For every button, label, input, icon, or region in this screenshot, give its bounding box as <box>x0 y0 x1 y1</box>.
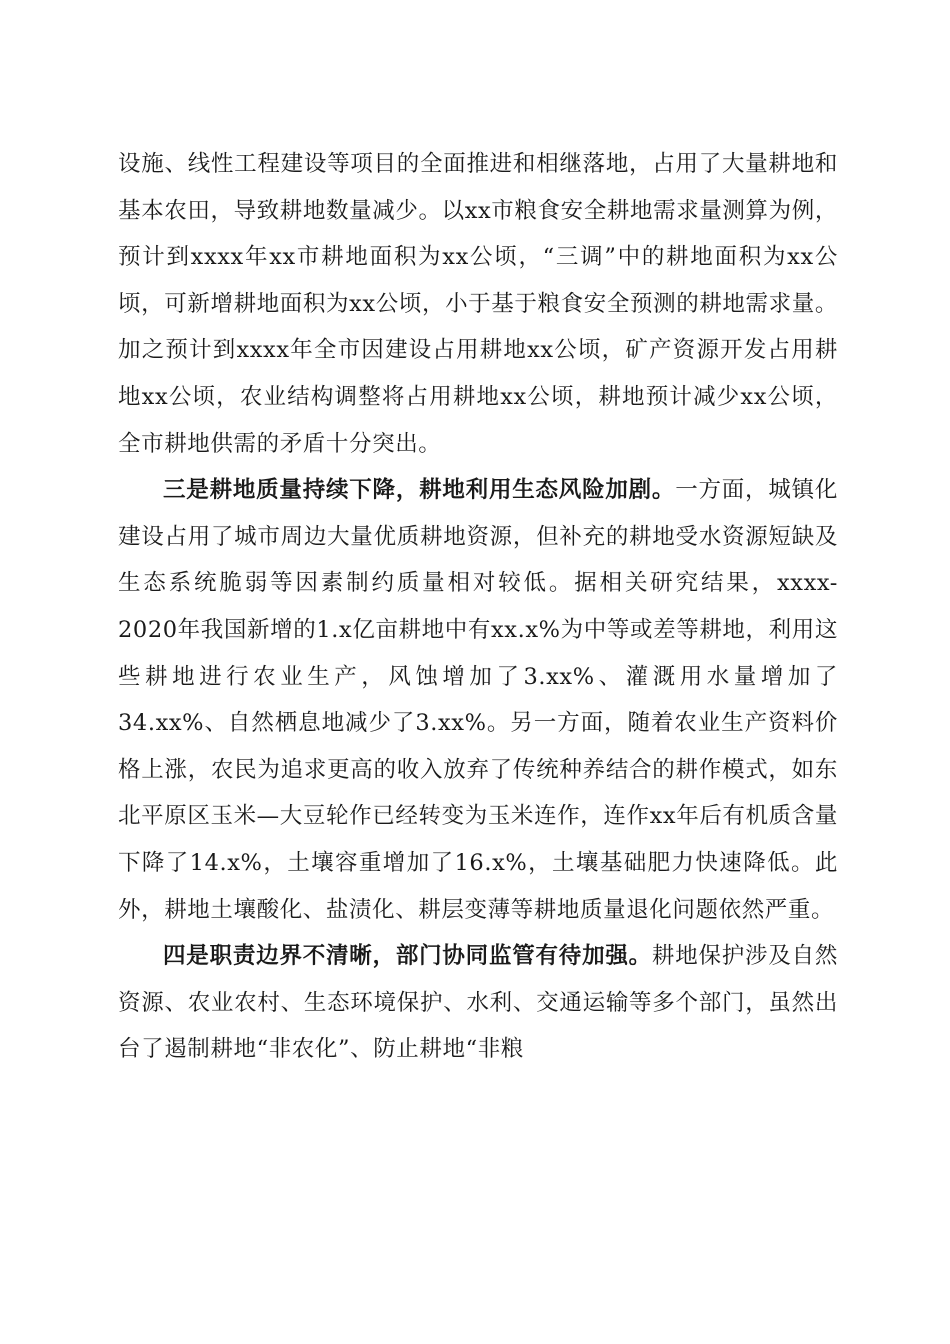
paragraph-2-heading: 三是耕地质量持续下降，耕地利用生态风险加剧。 <box>163 477 676 504</box>
paragraph-2 <box>118 467 838 933</box>
paragraph-1 <box>118 141 838 467</box>
paragraph-3 <box>118 933 838 1073</box>
paragraph-2-text: 一方面，城镇化建设占用了城市周边大量优质耕地资源，但补充的耕地受水资源短缺及生态系统脆弱等因素制约质量相对较低。据相关研究结果，xxxx-2020年我国新增的1.x亿亩耕地中有xx.x%为中等或差等耕地，利用这些耕地进行农业生产，风蚀增加了3.xx%、灌溉用水量增加了34.xx%、自然栖息地减少了3.xx%。另一方面，随着农业生产资料价格上涨，农民为追求更高的收入放弃了传统种养结合的耕作模式，如东北平原区玉米—大豆轮作已经转变为玉米连作，连作xx年后有机质含量下降了14.x%，土壤容重增加了16.x%，土壤基础肥力快速降低。此外，耕地土壤酸化、盐渍化、耕层变薄等耕地质量退化问题依然严重。 <box>118 477 838 923</box>
paragraph-3-text: 耕地保护涉及自然资源、农业农村、生态环境保护、水利、交通运输等多个部门，虽然出台了遏制耕地“非农化”、防止耕地“非粮 <box>118 943 838 1063</box>
paragraph-3-heading: 四是职责边界不清晰，部门协同监管有待加强。 <box>163 943 652 970</box>
paragraph-1-text: 设施、线性工程建设等项目的全面推进和相继落地，占用了大量耕地和基本农田，导致耕地数量减少。以xx市粮食安全耕地需求量测算为例，预计到xxxx年xx市耕地面积为xx公顷，“三调”中的耕地面积为xx公顷，可新增耕地面积为xx公顷，小于基于粮食安全预测的耕地需求量。加之预计到xxxx年全市因建设占用耕地xx公顷，矿产资源开发占用耕地xx公顷，农业结构调整将占用耕地xx公顷，耕地预计减少xx公顷，全市耕地供需的矛盾十分突出。 <box>118 151 838 457</box>
document-body <box>118 141 838 1073</box>
